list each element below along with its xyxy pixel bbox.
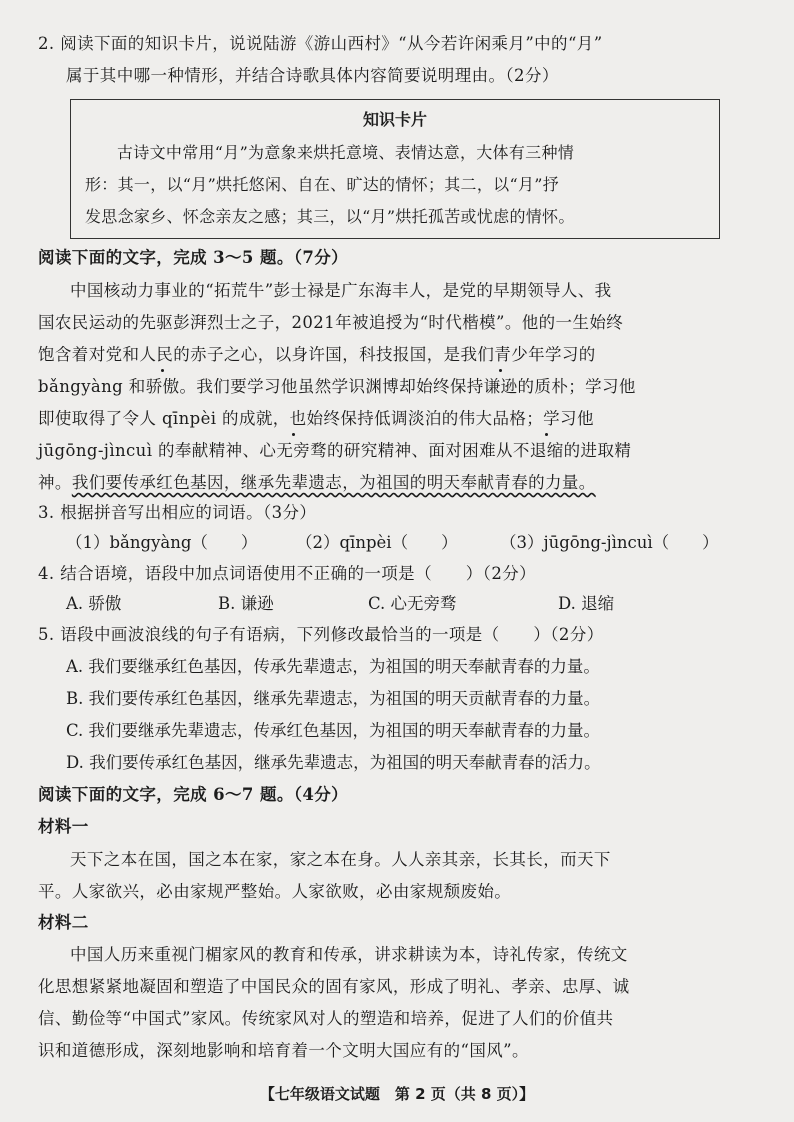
q5-option-c: C. 我们要继承先辈遗志，传承红色基因，为祖国的明天奉献青春的力量。: [66, 721, 601, 740]
q3-option-2: （2）qīnpèi（ ）: [296, 533, 458, 552]
q2-line-2: 属于其中哪一种情形，并结合诗歌具体内容简要说明理由。（2分）: [66, 66, 559, 85]
wavy-underlined-sentence: 我们要传承红色基因，继承先辈遗志，为祖国的明天奉献青春的力量。: [71, 473, 596, 492]
section1-para-line-7: [38, 468, 742, 498]
knowledge-card-line-2: 形：其一，以“月”烘托悠闲、自在、旷达的情怀；其二，以“月”抒: [85, 175, 560, 194]
q3-stem: 3. 根据拼音写出相应的词语。（3分）: [38, 503, 317, 522]
section1-heading: 阅读下面的文字，完成 3～5 题。（7分）: [38, 248, 349, 267]
q2-line-1: 2. 阅读下面的知识卡片，说说陆游《游山西村》“从今若许闲乘月”中的“月”: [38, 34, 603, 53]
q3-option-3: （3）jūgōng-jìncuì（ ）: [500, 533, 719, 552]
section1-para-line-5: 即使取得了令人 qīnpèi 的成就，也始终保持低调淡泊的伟大品格；学习他: [38, 409, 594, 428]
pinyin-jugong: jūgōng-jìncuì 的奉献精神、: [38, 441, 260, 460]
material-2-line-1: 中国人历来重视门楣家风的教育和传承，讲求耕读为本，诗礼传家，传统文: [70, 945, 628, 964]
section1-text: 的进取精: [563, 441, 632, 460]
section1-para-line-2: 国农民运动的先驱彭湃烈士之子，2021年被追授为“时代楷模”。他的一生始终: [38, 313, 624, 332]
section1-para-line-6: [38, 436, 742, 466]
material-2-line-2: 化思想紧紧地凝固和塑造了中国民众的固有家风，形成了明礼、孝亲、忠厚、诚: [38, 977, 630, 996]
section1-text: 神。: [38, 473, 72, 492]
section1-text: 。我们要学习他虽然学识渊博却始终保持: [179, 377, 484, 396]
q3-option-1: （1）bǎngyàng（ ）: [66, 533, 258, 552]
material-1-title: 材料一: [38, 817, 89, 836]
pinyin-bangyang: bǎngyàng 和: [38, 377, 146, 396]
section1-text: 的研究精神、面对困难从不: [327, 441, 530, 460]
q4-stem: 4. 结合语境，语段中加点词语使用不正确的一项是（ ）（2分）: [38, 564, 537, 583]
q4-option-d: D. 退缩: [558, 594, 615, 613]
q5-stem: 5. 语段中画波浪线的句子有语病，下列修改最恰当的一项是（ ）（2分）: [38, 625, 604, 644]
section1-para-line-4: [38, 372, 742, 402]
q5-option-d: D. 我们要传承红色基因，继承先辈遗志，为祖国的明天奉献青春的活力。: [66, 753, 601, 772]
section2-heading: 阅读下面的文字，完成 6～7 题。（4分）: [38, 785, 349, 804]
material-1-line-1: 天下之本在国，国之本在家，家之本在身。人人亲其亲，长其长，而天下: [70, 850, 611, 869]
q5-option-a: A. 我们要继承红色基因，传承先辈遗志，为祖国的明天奉献青春的力量。: [66, 657, 600, 676]
knowledge-card-line-3: 发思念家乡、怀念亲友之感；其三，以“月”烘托孤苦或忧虑的情怀。: [85, 207, 575, 226]
material-2-line-3: 信、勤俭等“中国式”家风。传统家风对人的塑造和培养，促进了人们的价值共: [38, 1009, 614, 1028]
page-footer: 【七年级语文试题 第 2 页（共 8 页）】: [259, 1085, 535, 1103]
q4-option-a: A. 骄傲: [66, 594, 122, 613]
dotted-word-tuisuo: 退缩: [530, 436, 564, 466]
q5-option-b: B. 我们要传承红色基因，继承先辈遗志，为祖国的明天贡献青春的力量。: [66, 689, 601, 708]
section1-para-line-1: 中国核动力事业的“拓荒牛”彭士禄是广东海丰人，是党的早期领导人、我: [70, 281, 612, 300]
knowledge-card: [70, 99, 720, 239]
material-2-line-4: 识和道德形成，深刻地影响和培育着一个文明大国应有的“国风”。: [38, 1041, 529, 1060]
dotted-word-qianxun: 谦逊: [484, 372, 518, 402]
q4-option-c: C. 心无旁骛: [368, 594, 457, 613]
q4-option-b: B. 谦逊: [218, 594, 274, 613]
dotted-word-xinwupangwu: 心无旁骛: [259, 436, 327, 466]
material-2-title: 材料二: [38, 913, 89, 932]
section1-text: 的质朴；学习他: [517, 377, 636, 396]
knowledge-card-line-1: 古诗文中常用“月”为意象来烘托意境、表情达意，大体有三种情: [117, 143, 575, 162]
knowledge-card-title: 知识卡片: [362, 110, 427, 129]
section1-para-line-3: 饱含着对党和人民的赤子之心，以身许国，科技报国，是我们青少年学习的: [38, 345, 596, 364]
material-1-line-2: 平。人家欲兴，必由家规严整始。人家欲败，必由家规颓废始。: [38, 882, 512, 901]
dotted-word-jiaoao: 骄傲: [146, 372, 180, 402]
